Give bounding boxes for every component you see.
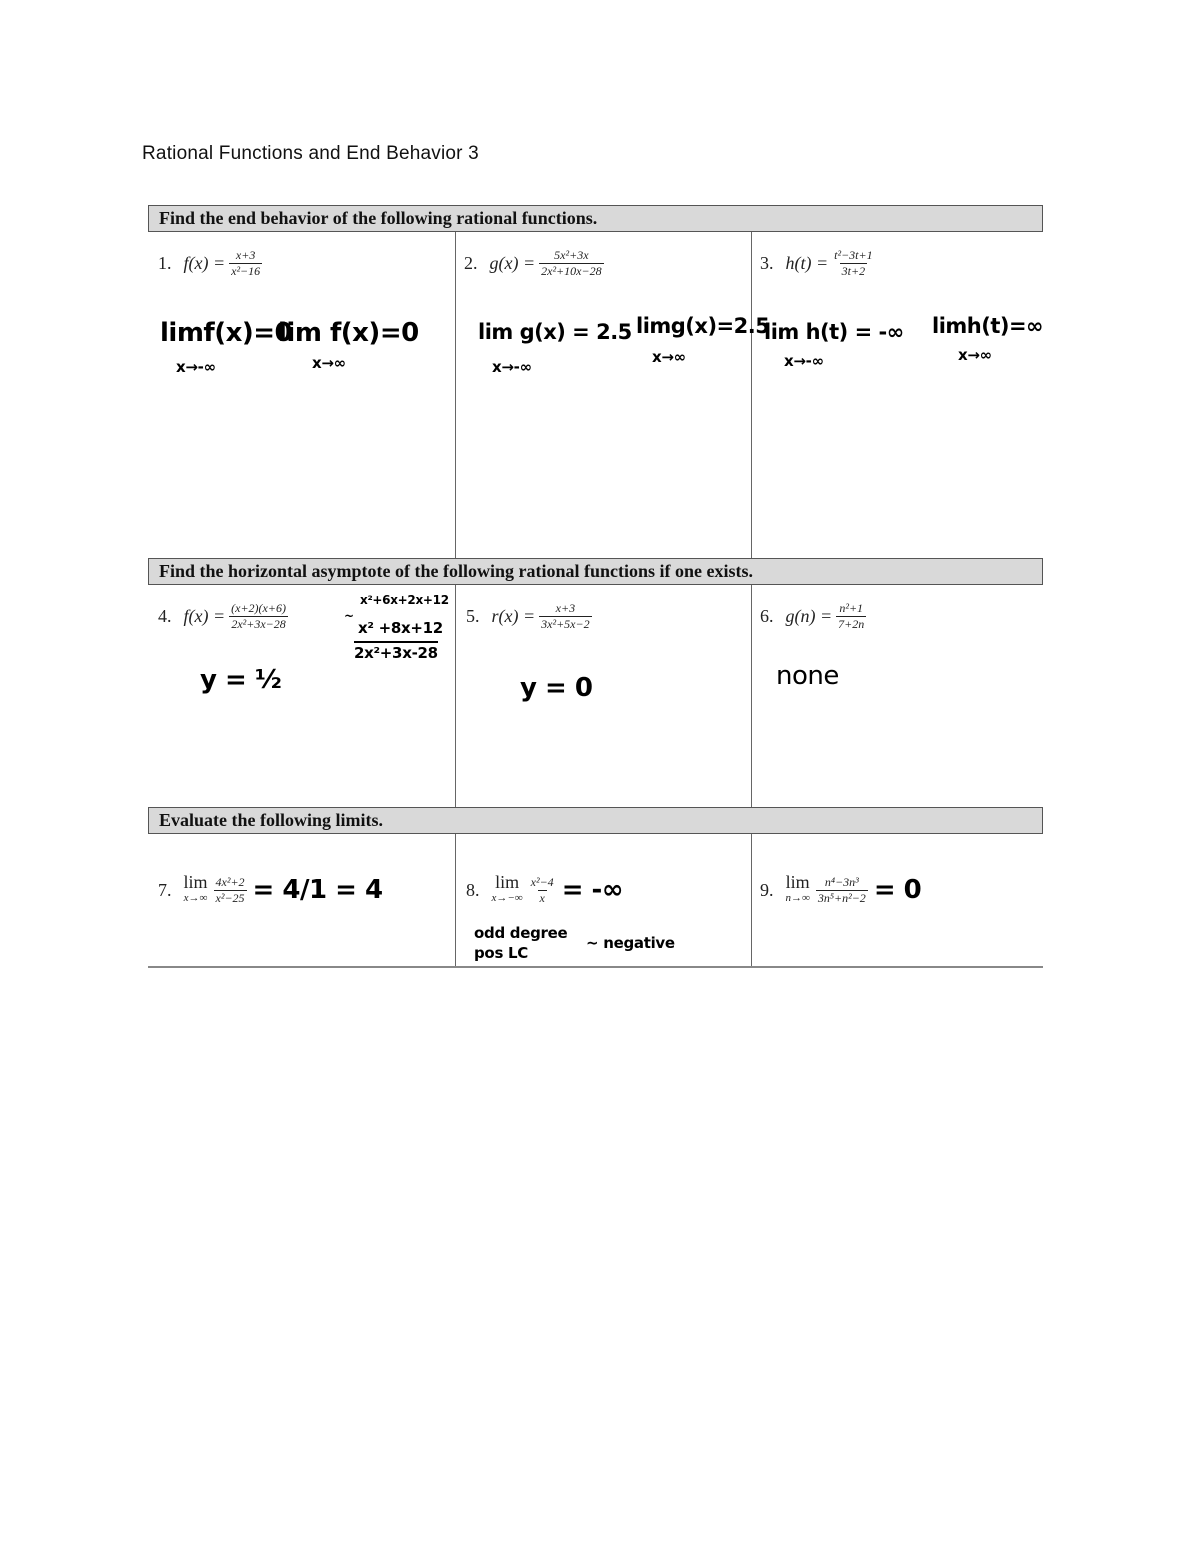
section-horizontal-asymptote (148, 558, 1043, 807)
section-header: Evaluate the following limits. (148, 807, 1043, 834)
handwritten-answer: = 4/1 = 4 (252, 875, 383, 905)
limit-operator: lim x→∞ (183, 872, 208, 904)
handwritten-answer: lim h(t) = -∞ (764, 320, 904, 344)
handwritten-subscript: x→-∞ (784, 352, 824, 370)
problem-6 (752, 585, 1043, 807)
function-lhs: f(x) = (183, 606, 226, 626)
handwritten-subscript: x→∞ (312, 354, 346, 372)
handwritten-answer: lim g(x) = 2.5 (478, 320, 632, 344)
fraction: $\frac{\text{t²−3t+1}}{3t+2}$ (834, 248, 873, 278)
problem-7 (148, 834, 456, 966)
problem-number: 4. (158, 606, 172, 626)
fraction: $\frac{\text{x²−4}}{x}$ (530, 874, 554, 905)
problem-number: 1. (158, 253, 172, 273)
handwritten-subscript: x→-∞ (176, 358, 216, 376)
fraction: $\frac{\text{n⁴−3n³}}{\text{3n⁵+n²−2}}$ (817, 874, 866, 905)
handwritten-work: 2x²+3x-28 (354, 641, 438, 662)
problem-number: 7. (158, 879, 172, 900)
limit-operator: lim x→−∞ (491, 872, 523, 904)
handwritten-answer: limh(t)=∞ (932, 314, 1044, 338)
function-lhs: f(x) = (183, 253, 226, 273)
handwritten-answer: y = ½ (200, 665, 282, 695)
function-lhs: r(x) = (491, 606, 536, 626)
function-lhs: g(n) = (785, 606, 833, 626)
handwritten-answer: = -∞ (561, 875, 623, 905)
handwritten-note: odd degree (474, 924, 568, 942)
problem-number: 9. (760, 879, 774, 900)
handwritten-work: ~ (344, 609, 354, 623)
handwritten-answer: none (776, 661, 839, 691)
limit-operator: lim n→∞ (785, 872, 810, 904)
handwritten-answer: limf(x)=0 (160, 318, 293, 348)
section-header: Find the end behavior of the following rational functions. (148, 205, 1043, 232)
problem-4 (148, 585, 456, 807)
handwritten-subscript: x→∞ (652, 348, 686, 366)
function-lhs: g(x) = (489, 253, 536, 273)
problem-8 (456, 834, 752, 966)
problem-number: 8. (466, 879, 480, 900)
table-bottom-border (148, 966, 1043, 968)
handwritten-answer: limg(x)=2.5 (636, 314, 770, 338)
handwritten-note: ~ negative (586, 934, 675, 952)
problem-2 (456, 232, 770, 558)
fraction: $\frac{\text{4x²+2}}{\text{x²−25}}$ (215, 874, 245, 905)
handwritten-answer: lim f(x)=0 (278, 318, 419, 348)
page-title: Rational Functions and End Behavior 3 (142, 143, 479, 164)
handwritten-work: x² +8x+12 (358, 619, 443, 637)
handwritten-note: pos LC (474, 944, 528, 962)
problem-number: 5. (466, 606, 480, 626)
problem-number: 6. (760, 606, 774, 626)
handwritten-subscript: x→∞ (958, 346, 992, 364)
handwritten-answer: y = 0 (520, 673, 593, 703)
problem-number: 2. (464, 253, 478, 273)
section-header: Find the horizontal asymptote of the following rational functions if one exists. (148, 558, 1043, 585)
section-evaluate-limits (148, 807, 1043, 966)
problem-1 (148, 232, 456, 558)
handwritten-answer: = 0 (873, 875, 922, 905)
fraction: $\frac{x+3}{\text{3x²+5x−2}}$ (541, 601, 590, 631)
fraction: $\frac{(x+2)(x+6)}{\text{2x²+3x−28}}$ (231, 601, 286, 631)
section-end-behavior (148, 205, 1043, 558)
fraction: $\frac{\text{5x²+3x}}{\text{2x²+10x−28}}$ (541, 248, 602, 278)
fraction: $\frac{\text{n²+1}}{7+2n}$ (838, 601, 865, 631)
problem-9 (752, 834, 1043, 966)
function-lhs: h(t) = (785, 253, 829, 273)
problem-5 (456, 585, 752, 807)
handwritten-subscript: x→-∞ (492, 358, 532, 376)
handwritten-work: x²+6x+2x+12 (360, 593, 449, 607)
fraction: $\frac{x+3}{\text{x²−16}}$ (231, 248, 261, 278)
problem-3 (752, 232, 1043, 558)
problem-number: 3. (760, 253, 774, 273)
